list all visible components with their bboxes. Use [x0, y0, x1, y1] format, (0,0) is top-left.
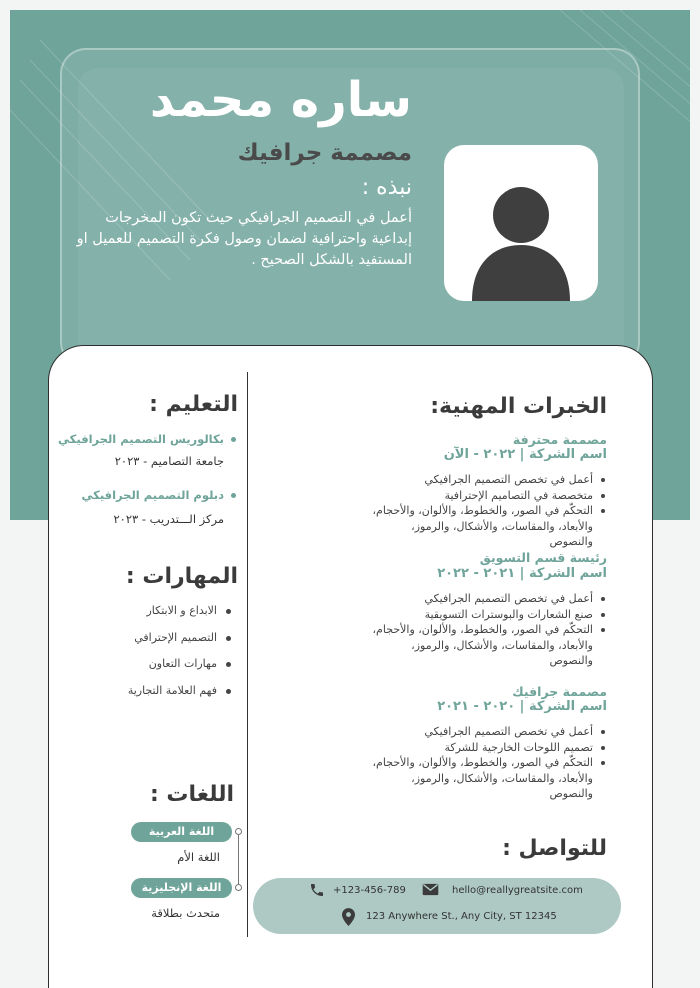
about-text: أعمل في التصميم الجرافيكي حيث تكون المخرجات إبداعية واحترافية لضمان وصول فكرة التصميم للعميل او المستفيد بالشكل الصحيح . [76, 210, 412, 268]
languages-title: اللغات : [149, 782, 234, 807]
job-role-2: رئيسة قسم التسويق [479, 550, 607, 565]
education-degree-2: دبلوم التصميم الجرافيكي [82, 488, 238, 502]
phone-icon [309, 882, 325, 898]
timeline-dot [235, 828, 242, 835]
list-item: فهم العلامة التجارية [83, 684, 233, 711]
job-role-3: مصممة جرافيك [512, 684, 607, 699]
list-item: أعمل في تخصص التصميم الجرافيكي [367, 724, 607, 740]
contact-address: 123 Anywhere St., Any City, ST 12345 [366, 911, 557, 922]
education-place-1: جامعة التصاميم - ٢٠٢٣ [114, 454, 224, 468]
list-item: التحكّم في الصور، والخطوط، والألوان، والأحجام، والأبعاد، والمقاسات، والأشكال، والرموز، والنصوص [367, 622, 607, 669]
education-title: التعليم : [149, 392, 238, 417]
list-item: التحكّم في الصور، والخطوط، والألوان، والأحجام، والأبعاد، والمقاسات، والأشكال، والرموز، والنصوص [367, 503, 607, 550]
skills-list [83, 604, 233, 710]
language-name-2: اللغة الإنجليزية [131, 878, 232, 898]
location-icon [342, 908, 355, 926]
language-level-1: اللغة الأم [177, 850, 220, 864]
education-degree-1: بكالوريس التصميم الجرافيكي [58, 432, 238, 446]
contact-title: للتواصل : [502, 836, 607, 861]
list-item: أعمل في تخصص التصميم الجرافيكي [367, 591, 607, 607]
person-name: ساره محمد [149, 72, 412, 128]
profile-photo [444, 145, 598, 301]
list-item: التصميم الإحترافي [83, 631, 233, 658]
languages-timeline [238, 832, 239, 888]
about-title: نبذه : [361, 175, 412, 200]
language-name-1: اللغة العربية [131, 822, 232, 842]
list-item: تصميم اللوحات الخارجية للشركة [367, 740, 607, 756]
watermark: حراج [552, 952, 601, 976]
job-duties-1 [367, 472, 607, 550]
job-company-2: اسم الشركة | ٢٠٢١ - ٢٠٢٢ [437, 566, 607, 581]
list-item: الابداع و الابتكار [83, 604, 233, 631]
job-duties-3 [367, 724, 607, 802]
list-item: صنع الشعارات والبوسترات التسويقية [367, 607, 607, 623]
job-company-1: اسم الشركة | ٢٠٢٢ - الآن [443, 447, 607, 462]
column-divider [247, 372, 248, 937]
job-duties-2 [367, 591, 607, 669]
timeline-dot [235, 884, 242, 891]
contact-phone[interactable]: +123-456-789 [333, 885, 406, 896]
list-item: التحكّم في الصور، والخطوط، والألوان، والأحجام، والأبعاد، والمقاسات، والأشكال، والرموز، والنصوص [367, 755, 607, 802]
skills-title: المهارات : [125, 564, 238, 589]
email-icon [422, 883, 439, 896]
list-item: متخصصة في التصاميم الإحترافية [367, 488, 607, 504]
avatar-icon [444, 145, 598, 301]
person-job-title: مصممة جرافيك [237, 140, 412, 166]
education-place-2: مركز الـــتدريب - ٢٠٢٣ [113, 512, 224, 526]
list-item: مهارات التعاون [83, 657, 233, 684]
experience-title: الخبرات المهنية: [430, 394, 607, 419]
contact-email[interactable]: hello@reallygreatsite.com [452, 885, 583, 896]
job-role-1: مصممة محترفة [512, 432, 607, 447]
language-level-2: متحدث بطلاقة [151, 906, 220, 920]
job-company-3: اسم الشركة | ٢٠٢٠ - ٢٠٢١ [437, 699, 607, 714]
list-item: أعمل في تخصص التصميم الجرافيكي [367, 472, 607, 488]
